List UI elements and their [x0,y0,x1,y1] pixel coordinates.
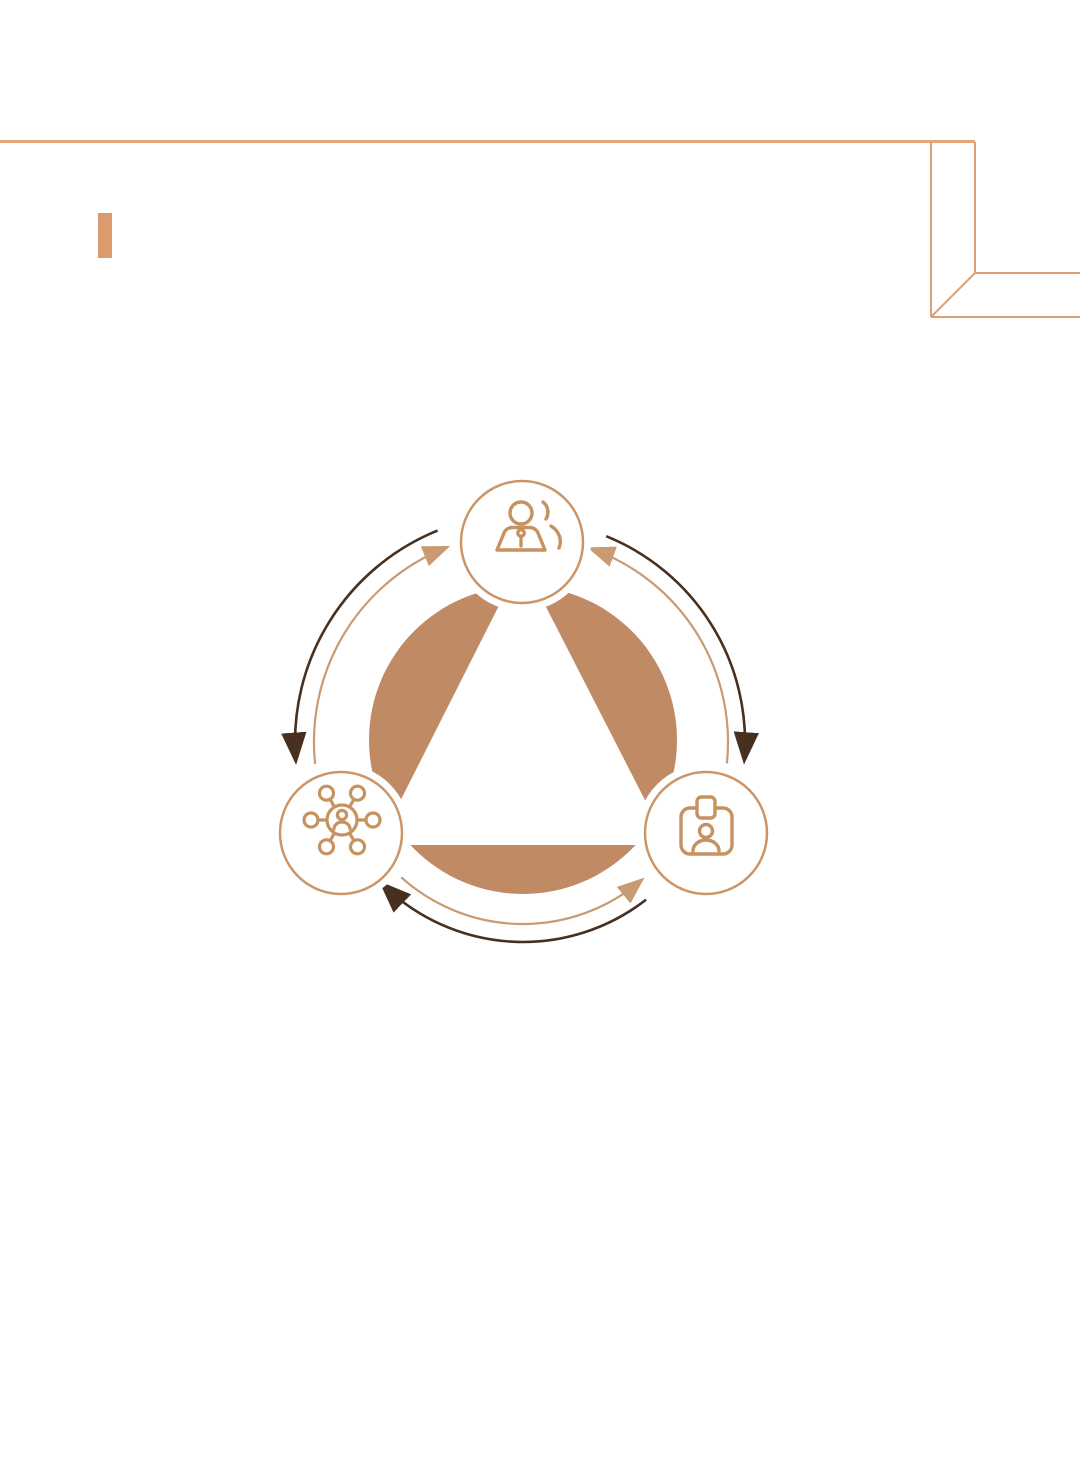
wave-decoration [0,1005,1080,1465]
corner-decoration [0,0,1080,340]
employee-node [637,764,775,902]
section-heading [98,213,134,258]
section-accent-bar [98,213,112,258]
ebc-diagram [0,460,1080,1060]
customer-node [453,473,591,611]
ebc-diagram-graphic [0,460,1080,1020]
business-partner-node [272,764,410,902]
